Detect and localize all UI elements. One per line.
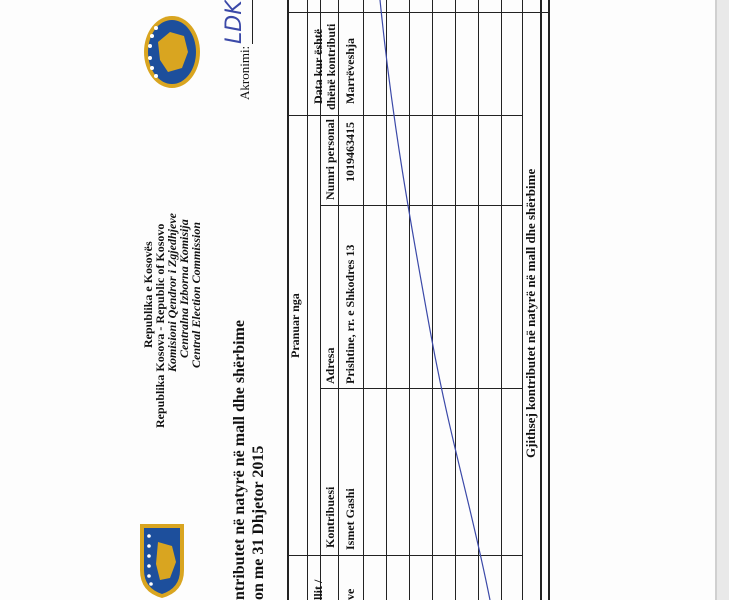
- table-border-right: [548, 0, 550, 600]
- table-line-row2: [386, 0, 387, 600]
- table-line-row1: [363, 0, 364, 600]
- column-header-kontribuesi: Kontribuesi: [323, 486, 337, 548]
- column-header-numri-personal: Numri personal: [323, 119, 337, 200]
- page-edge-shadow: [717, 0, 729, 600]
- column-header-data-line1: Data kur është: [311, 28, 325, 104]
- row1-adresa: Prishtine, rr. e Shkodres 13: [343, 244, 357, 384]
- table-line-header-bottom: [338, 0, 339, 600]
- akronimi-label: Akronimi:: [237, 45, 252, 100]
- akronimi-handwritten-value: LDK: [222, 0, 247, 44]
- table-line-row7: [501, 0, 502, 600]
- kosovo-emblem-icon: [140, 12, 204, 92]
- column-header-data-line2: dhënë kontributi: [324, 23, 338, 110]
- document-title-line1: ntributet në natyrë në mall dhe shërbime: [231, 320, 248, 600]
- table-line-group: [307, 0, 308, 600]
- table-col-divider-adresa: [320, 388, 522, 389]
- header-komisioni-qendror: Komisioni Qendror i Zgjedhjeve: [165, 213, 179, 372]
- header-centralna-izborna: Centralna Izborna Komisija: [177, 219, 191, 358]
- row1-left-fragment: ve: [343, 588, 357, 600]
- table-col-divider-top: [287, 12, 548, 13]
- table-line-total: [540, 0, 542, 600]
- table-line-row4: [432, 0, 433, 600]
- row1-numri-personal: 1019463415: [343, 122, 357, 182]
- table-left-header-fragment: llit /: [311, 579, 325, 600]
- total-label: Gjithsej kontributet në natyrë në mall dhe shërbime: [523, 168, 538, 458]
- table-col-divider-numri: [320, 205, 522, 206]
- header-republika-e-kosoves: Republika e Kosovës: [141, 241, 155, 348]
- table-group-header-pranuar-nga: Pranuar nga: [288, 293, 302, 358]
- header-republika-kosova: Republika Kosova - Republic of Kosovo: [153, 223, 167, 428]
- row1-data: Marrëveshja: [343, 38, 357, 104]
- document-title-line2: on me 31 Dhjetor 2015: [250, 445, 267, 600]
- table-line-row3: [409, 0, 410, 600]
- table-col-divider-data: [287, 115, 522, 116]
- akronimi-underline: [252, 0, 253, 44]
- kosovo-coat-of-arms-icon: [136, 520, 188, 600]
- column-header-adresa: Adresa: [323, 347, 337, 384]
- page-edge-line: [715, 0, 717, 600]
- table-col-divider-kontribuesi: [287, 555, 522, 556]
- table-line-row6: [478, 0, 479, 600]
- table-line-row5: [455, 0, 456, 600]
- header-central-election-commission: Central Election Commission: [189, 221, 203, 368]
- row1-kontribuesi: Ismet Gashi: [343, 488, 357, 550]
